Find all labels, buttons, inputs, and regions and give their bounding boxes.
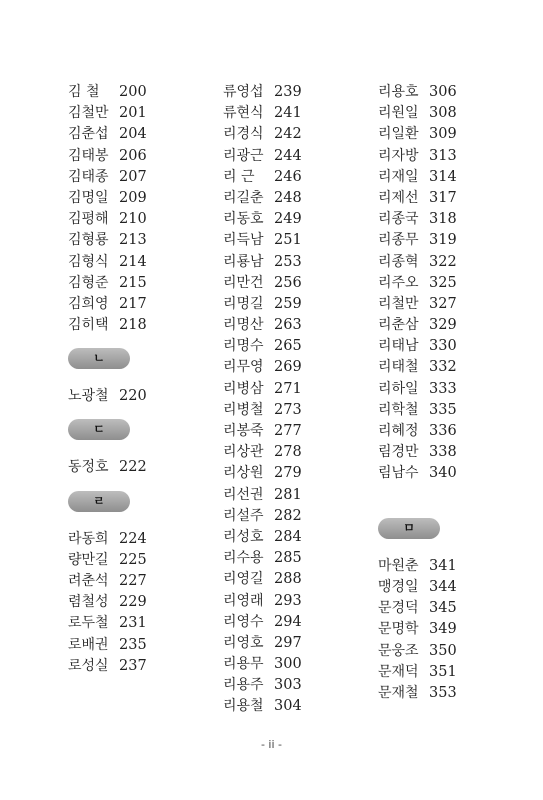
index-entry bbox=[378, 167, 457, 188]
entry-page: 210 bbox=[119, 211, 147, 228]
entry-name: 리재일 bbox=[378, 168, 419, 185]
entry-name: 리병삼 bbox=[223, 380, 264, 397]
index-entry bbox=[378, 230, 457, 251]
entry-page: 303 bbox=[274, 677, 302, 694]
index-entry bbox=[68, 529, 147, 550]
entry-page: 341 bbox=[429, 557, 457, 574]
entry-page: 235 bbox=[119, 636, 147, 653]
entry-name: 리상원 bbox=[223, 465, 264, 482]
entry-page: 217 bbox=[119, 295, 147, 312]
entry-name: 리병철 bbox=[223, 401, 264, 418]
entry-page: 345 bbox=[429, 600, 457, 617]
entry-name: 리용주 bbox=[223, 677, 264, 694]
entry-page: 353 bbox=[429, 684, 457, 701]
entry-page: 214 bbox=[119, 253, 147, 270]
entry-page: 279 bbox=[274, 465, 302, 482]
entry-name: 류현식 bbox=[223, 105, 264, 122]
entry-name: 로배권 bbox=[68, 636, 109, 653]
entry-page: 242 bbox=[274, 126, 302, 143]
entry-name: 리명길 bbox=[223, 295, 264, 312]
index-entry bbox=[68, 592, 147, 613]
index-entry bbox=[223, 463, 302, 484]
index-entry bbox=[378, 379, 457, 400]
entry-page: 293 bbox=[274, 592, 302, 609]
entry-name: 리만건 bbox=[223, 274, 264, 291]
entry-name: 라동희 bbox=[68, 530, 109, 547]
entry-name: 리종국 bbox=[378, 211, 419, 228]
index-entry bbox=[68, 188, 147, 209]
entry-name: 리상관 bbox=[223, 444, 264, 461]
index-entry bbox=[378, 598, 457, 619]
index-entry bbox=[378, 188, 457, 209]
index-entry bbox=[223, 527, 302, 548]
entry-name: 김형룡 bbox=[68, 232, 109, 249]
entry-page: 220 bbox=[119, 388, 147, 405]
entry-page: 306 bbox=[429, 84, 457, 100]
entry-page: 344 bbox=[429, 578, 457, 595]
entry-name: 리룡남 bbox=[223, 253, 264, 270]
index-entry bbox=[223, 675, 302, 696]
index-entry bbox=[68, 386, 147, 407]
entry-name: 리제선 bbox=[378, 189, 419, 206]
entry-page: 319 bbox=[429, 232, 457, 249]
index-entry bbox=[378, 336, 457, 357]
entry-name: 리주오 bbox=[378, 274, 419, 291]
index-entry bbox=[68, 550, 147, 571]
entry-name: 리춘삼 bbox=[378, 317, 419, 334]
entry-page: 229 bbox=[119, 594, 147, 611]
entry-page: 200 bbox=[119, 84, 147, 100]
entry-name: 리종혁 bbox=[378, 253, 419, 270]
entry-name: 리 근 bbox=[223, 168, 255, 185]
entry-name: 리철만 bbox=[378, 295, 419, 312]
index-entry bbox=[378, 442, 457, 463]
entry-name: 김춘섭 bbox=[68, 126, 109, 143]
entry-name: 리무영 bbox=[223, 359, 264, 376]
page-number: - ii - bbox=[260, 738, 283, 751]
entry-page: 224 bbox=[119, 530, 147, 547]
index-entry bbox=[223, 252, 302, 273]
entry-name: 림남수 bbox=[378, 465, 419, 482]
index-entry bbox=[68, 294, 147, 315]
entry-page: 333 bbox=[429, 380, 457, 397]
entry-page: 309 bbox=[429, 126, 457, 143]
index-entry bbox=[68, 656, 147, 677]
entry-page: 227 bbox=[119, 573, 147, 589]
entry-name: 량만길 bbox=[68, 551, 109, 568]
entry-page: 322 bbox=[429, 253, 457, 270]
entry-page: 282 bbox=[274, 507, 302, 524]
index-entry bbox=[378, 641, 457, 662]
index-entry bbox=[378, 577, 457, 598]
entry-name: 노광철 bbox=[68, 388, 109, 405]
index-entry bbox=[68, 571, 147, 592]
entry-name: 리광근 bbox=[223, 147, 264, 164]
index-entry bbox=[378, 421, 457, 442]
index-entry bbox=[223, 548, 302, 569]
entry-page: 239 bbox=[274, 84, 302, 100]
index-entry bbox=[378, 124, 457, 145]
index-entry bbox=[223, 569, 302, 590]
index-entry bbox=[378, 400, 457, 421]
entry-name: 리영수 bbox=[223, 613, 264, 630]
entry-name: 로성실 bbox=[68, 657, 109, 674]
index-entry bbox=[68, 635, 147, 656]
entry-page: 256 bbox=[274, 274, 302, 291]
entry-name: 리영호 bbox=[223, 634, 264, 651]
index-entry bbox=[68, 167, 147, 188]
entry-page: 332 bbox=[429, 359, 457, 376]
index-entry bbox=[68, 457, 147, 478]
entry-name: 리봉죽 bbox=[223, 423, 264, 439]
entry-page: 340 bbox=[429, 465, 457, 482]
index-entry bbox=[223, 146, 302, 167]
entry-name: 김형준 bbox=[68, 274, 109, 291]
entry-name: 김평해 bbox=[68, 211, 109, 228]
index-column-3 bbox=[378, 82, 457, 704]
index-entry bbox=[68, 273, 147, 294]
index-entry bbox=[223, 696, 302, 717]
entry-page: 336 bbox=[429, 423, 457, 439]
entry-page: 251 bbox=[274, 232, 302, 249]
entry-name: 김희영 bbox=[68, 295, 109, 312]
entry-name: 리종무 bbox=[378, 232, 419, 249]
index-entry bbox=[223, 633, 302, 654]
entry-page: 201 bbox=[119, 105, 147, 122]
entry-name: 리학철 bbox=[378, 401, 419, 418]
index-entry bbox=[68, 82, 147, 103]
entry-name: 리태남 bbox=[378, 338, 419, 355]
entry-page: 304 bbox=[274, 698, 302, 715]
entry-name: 류영섭 bbox=[223, 84, 264, 100]
entry-name: 문경덕 bbox=[378, 600, 419, 617]
index-entry bbox=[223, 421, 302, 442]
entry-page: 351 bbox=[429, 663, 457, 680]
entry-name: 문재철 bbox=[378, 684, 419, 701]
entry-page: 222 bbox=[119, 459, 147, 476]
index-entry bbox=[68, 230, 147, 251]
index-entry bbox=[378, 556, 457, 577]
entry-page: 317 bbox=[429, 189, 457, 206]
entry-page: 325 bbox=[429, 274, 457, 291]
entry-name: 리영길 bbox=[223, 571, 264, 588]
index-entry bbox=[378, 252, 457, 273]
entry-name: 리선권 bbox=[223, 486, 264, 503]
entry-name: 리혜정 bbox=[378, 423, 419, 439]
entry-page: 248 bbox=[274, 189, 302, 206]
entry-name: 문웅조 bbox=[378, 642, 419, 659]
index-entry bbox=[223, 400, 302, 421]
entry-page: 271 bbox=[274, 380, 302, 397]
entry-page: 327 bbox=[429, 295, 457, 312]
section-header: ㄹ bbox=[68, 491, 130, 512]
entry-page: 207 bbox=[119, 168, 147, 185]
entry-name: 림경만 bbox=[378, 444, 419, 461]
entry-name: 김명일 bbox=[68, 189, 109, 206]
entry-page: 284 bbox=[274, 528, 302, 545]
index-entry bbox=[68, 209, 147, 230]
entry-name: 김태봉 bbox=[68, 147, 109, 164]
entry-page: 330 bbox=[429, 338, 457, 355]
index-entry bbox=[378, 273, 457, 294]
entry-name: 리하일 bbox=[378, 380, 419, 397]
index-entry bbox=[378, 103, 457, 124]
index-entry bbox=[223, 442, 302, 463]
entry-name: 김 철 bbox=[68, 84, 100, 100]
entry-page: 209 bbox=[119, 189, 147, 206]
entry-page: 300 bbox=[274, 656, 302, 673]
index-entry bbox=[223, 124, 302, 145]
entry-page: 350 bbox=[429, 642, 457, 659]
entry-page: 277 bbox=[274, 423, 302, 439]
index-entry bbox=[68, 103, 147, 124]
entry-page: 338 bbox=[429, 444, 457, 461]
entry-name: 문재덕 bbox=[378, 663, 419, 680]
entry-page: 313 bbox=[429, 147, 457, 164]
entry-page: 297 bbox=[274, 634, 302, 651]
section-header: ㄷ bbox=[68, 419, 130, 440]
entry-name: 려춘석 bbox=[68, 573, 109, 589]
index-entry bbox=[378, 82, 457, 103]
index-entry bbox=[68, 315, 147, 336]
entry-name: 리길춘 bbox=[223, 189, 264, 206]
section-header: ㅁ bbox=[378, 518, 440, 539]
entry-name: 리명산 bbox=[223, 317, 264, 334]
entry-page: 249 bbox=[274, 211, 302, 228]
entry-name: 리원일 bbox=[378, 105, 419, 122]
entry-page: 259 bbox=[274, 295, 302, 312]
index-entry bbox=[223, 357, 302, 378]
entry-page: 237 bbox=[119, 657, 147, 674]
entry-name: 리동호 bbox=[223, 211, 264, 228]
entry-page: 273 bbox=[274, 401, 302, 418]
entry-page: 318 bbox=[429, 211, 457, 228]
entry-page: 231 bbox=[119, 615, 147, 632]
entry-page: 285 bbox=[274, 550, 302, 567]
section-header: ㄴ bbox=[68, 348, 130, 369]
index-entry bbox=[378, 315, 457, 336]
index-entry bbox=[223, 103, 302, 124]
index-entry bbox=[68, 146, 147, 167]
index-entry bbox=[223, 379, 302, 400]
entry-page: 294 bbox=[274, 613, 302, 630]
index-entry bbox=[223, 273, 302, 294]
entry-page: 246 bbox=[274, 168, 302, 185]
entry-name: 맹경일 bbox=[378, 578, 419, 595]
entry-name: 김철만 bbox=[68, 105, 109, 122]
entry-page: 335 bbox=[429, 401, 457, 418]
entry-page: 329 bbox=[429, 317, 457, 334]
entry-page: 263 bbox=[274, 317, 302, 334]
entry-page: 204 bbox=[119, 126, 147, 143]
entry-name: 리용호 bbox=[378, 84, 419, 100]
index-column-2 bbox=[223, 82, 302, 718]
index-entry bbox=[223, 82, 302, 103]
entry-name: 리설주 bbox=[223, 507, 264, 524]
entry-name: 김히택 bbox=[68, 317, 109, 334]
index-entry bbox=[378, 662, 457, 683]
index-entry bbox=[223, 506, 302, 527]
index-entry bbox=[223, 612, 302, 633]
entry-name: 리영래 bbox=[223, 592, 264, 609]
entry-name: 리명수 bbox=[223, 338, 264, 355]
index-entry bbox=[68, 124, 147, 145]
entry-name: 로두철 bbox=[68, 615, 109, 632]
index-entry bbox=[378, 209, 457, 230]
index-entry bbox=[223, 336, 302, 357]
entry-name: 동정호 bbox=[68, 459, 109, 476]
entry-page: 215 bbox=[119, 274, 147, 291]
index-entry bbox=[223, 188, 302, 209]
entry-name: 리성호 bbox=[223, 528, 264, 545]
index-entry bbox=[223, 315, 302, 336]
entry-page: 278 bbox=[274, 444, 302, 461]
index-column-1 bbox=[68, 82, 147, 677]
entry-page: 253 bbox=[274, 253, 302, 270]
index-entry bbox=[223, 485, 302, 506]
entry-name: 문명학 bbox=[378, 621, 419, 638]
entry-name: 리득남 bbox=[223, 232, 264, 249]
index-entry bbox=[378, 683, 457, 704]
entry-page: 206 bbox=[119, 147, 147, 164]
index-entry bbox=[68, 613, 147, 634]
entry-name: 리수용 bbox=[223, 550, 264, 567]
entry-page: 218 bbox=[119, 317, 147, 334]
index-entry bbox=[223, 294, 302, 315]
entry-name: 리일환 bbox=[378, 126, 419, 143]
entry-page: 308 bbox=[429, 105, 457, 122]
index-entry bbox=[378, 357, 457, 378]
entry-page: 265 bbox=[274, 338, 302, 355]
index-entry bbox=[378, 294, 457, 315]
index-entry bbox=[223, 591, 302, 612]
entry-name: 리경식 bbox=[223, 126, 264, 143]
entry-page: 288 bbox=[274, 571, 302, 588]
index-entry bbox=[223, 654, 302, 675]
index-entry bbox=[68, 252, 147, 273]
entry-name: 리자방 bbox=[378, 147, 419, 164]
entry-name: 렴철성 bbox=[68, 594, 109, 611]
index-entry bbox=[378, 146, 457, 167]
entry-name: 리용무 bbox=[223, 656, 264, 673]
entry-name: 김태종 bbox=[68, 168, 109, 185]
entry-page: 225 bbox=[119, 551, 147, 568]
entry-name: 김형식 bbox=[68, 253, 109, 270]
entry-name: 마원춘 bbox=[378, 557, 419, 574]
entry-page: 314 bbox=[429, 168, 457, 185]
index-entry bbox=[223, 167, 302, 188]
index-entry bbox=[223, 230, 302, 251]
entry-page: 213 bbox=[119, 232, 147, 249]
index-entry bbox=[223, 209, 302, 230]
entry-page: 269 bbox=[274, 359, 302, 376]
entry-page: 244 bbox=[274, 147, 302, 164]
entry-page: 349 bbox=[429, 621, 457, 638]
entry-name: 리태철 bbox=[378, 359, 419, 376]
index-entry bbox=[378, 619, 457, 640]
entry-page: 241 bbox=[274, 105, 302, 122]
entry-page: 281 bbox=[274, 486, 302, 503]
entry-name: 리용철 bbox=[223, 698, 264, 715]
index-entry bbox=[378, 463, 457, 484]
